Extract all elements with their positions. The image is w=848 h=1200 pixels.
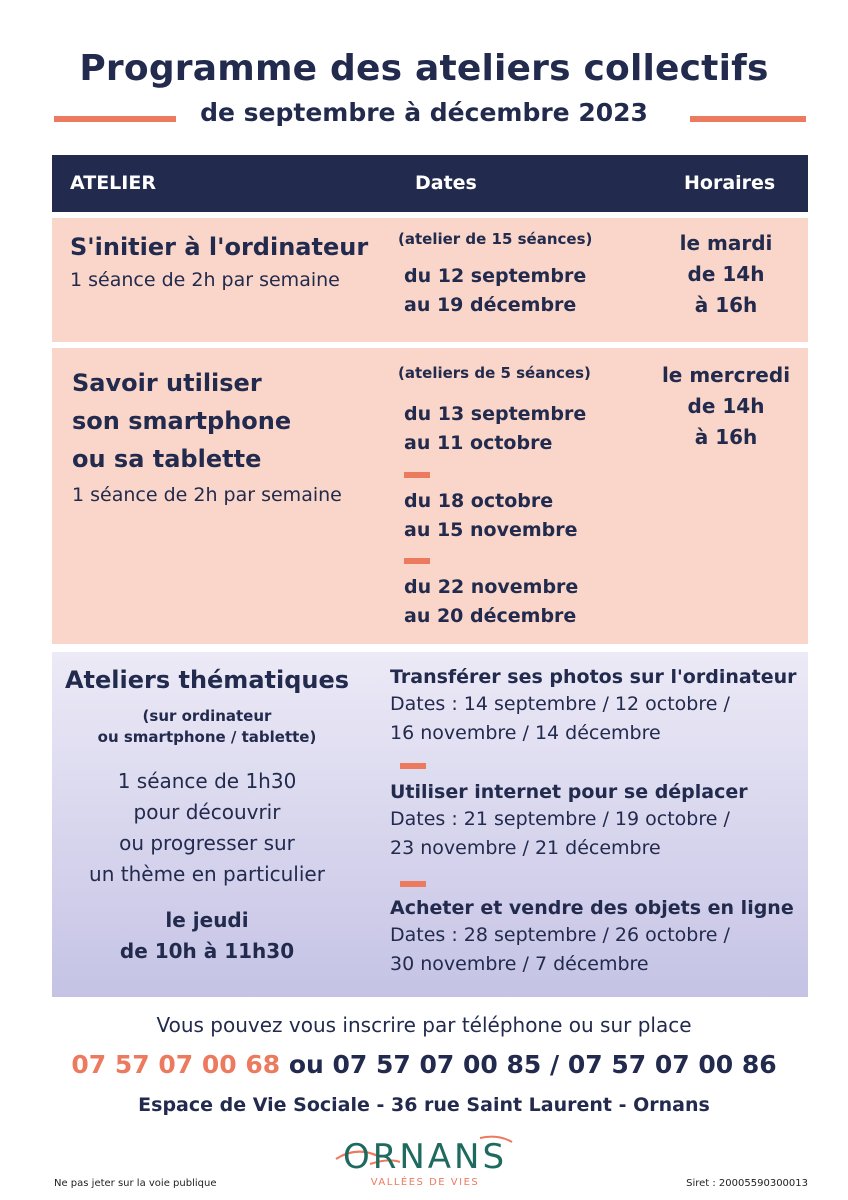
date-end: au 20 décembre — [404, 605, 577, 627]
theme-dates-line: 30 novembre / 7 décembre — [390, 953, 649, 975]
description-line: 1 séance de 1h30 — [117, 769, 297, 793]
registration-info: Vous pouvez vous inscrire par téléphone ou sur place — [156, 1013, 692, 1037]
description-line: pour découvrir — [133, 800, 281, 824]
atelier-description — [52, 766, 362, 890]
separator-dash — [400, 763, 426, 769]
page-title: Programme des ateliers collectifs — [79, 48, 769, 89]
theme-dates-line: 23 novembre / 21 décembre — [390, 837, 661, 859]
schedule-hours: de 10h à 11h30 — [119, 939, 295, 963]
logo-wordmark: ORNANS — [342, 1137, 508, 1177]
atelier-subtitle: 1 séance de 2h par semaine — [70, 269, 340, 291]
phone-separator: / — [541, 1050, 568, 1079]
atelier-title: S'initier à l'ordinateur — [70, 233, 369, 261]
theme-title: Utiliser internet pour se déplacer — [390, 781, 748, 803]
table-row-thematiques — [52, 652, 808, 997]
date-range — [404, 262, 586, 320]
table-row-ordinateur — [52, 218, 808, 342]
date-end: au 11 octobre — [404, 432, 553, 454]
device-note — [52, 706, 362, 748]
atelier-title-line: son smartphone — [72, 407, 292, 435]
atelier-title: Ateliers thématiques — [64, 666, 350, 694]
device-note-line: (sur ordinateur — [142, 707, 272, 725]
subtitle-row — [0, 98, 848, 138]
atelier-title-line: ou sa tablette — [72, 445, 262, 473]
date-end: au 15 novembre — [404, 519, 578, 541]
date-end: au 19 décembre — [404, 294, 577, 316]
theme-dates — [390, 690, 802, 748]
page-subtitle: de septembre à décembre 2023 — [200, 98, 648, 127]
disposal-note: Ne pas jeter sur la voie publique — [54, 1178, 217, 1189]
schedule — [52, 905, 362, 967]
atelier-subtitle: 1 séance de 2h par semaine — [72, 484, 342, 506]
schedule-end: à 16h — [694, 293, 758, 317]
logo-graphic — [330, 1132, 520, 1194]
date-start: du 12 septembre — [404, 265, 587, 287]
theme-3 — [390, 897, 802, 979]
session-count-note: (ateliers de 5 séances) — [398, 364, 591, 382]
date-start: du 22 novembre — [404, 576, 579, 598]
phone-tertiary[interactable]: 07 57 07 00 86 — [567, 1050, 777, 1079]
phone-numbers — [0, 1050, 848, 1079]
atelier-title — [72, 364, 291, 478]
column-header-horaires: Horaires — [684, 172, 776, 194]
atelier-title-line: Savoir utiliser — [72, 369, 262, 397]
theme-title: Transférer ses photos sur l'ordinateur — [390, 666, 797, 688]
schedule-day: le jeudi — [165, 908, 249, 932]
table-row-smartphone — [52, 348, 808, 644]
phone-main[interactable]: 07 57 07 00 68 — [71, 1050, 281, 1079]
date-range-3 — [404, 573, 578, 631]
date-range-1 — [404, 400, 586, 458]
session-count-note: (atelier de 15 séances) — [398, 230, 593, 248]
date-range-2 — [404, 487, 578, 545]
description-line: ou progresser sur — [119, 831, 295, 855]
separator-dash — [404, 558, 430, 564]
phone-separator: ou — [280, 1050, 333, 1079]
theme-dates-line: Dates : 28 septembre / 26 octobre / — [390, 924, 730, 946]
logo-tagline: VALLÉES DE VIES — [370, 1177, 480, 1188]
phone-secondary[interactable]: 07 57 07 00 85 — [332, 1050, 542, 1079]
separator-dash — [400, 881, 426, 887]
theme-dates-line: Dates : 14 septembre / 12 octobre / — [390, 693, 730, 715]
subtitle-right-line — [690, 116, 806, 122]
column-header-dates: Dates — [415, 172, 477, 194]
date-start: du 18 octobre — [404, 490, 554, 512]
theme-title: Acheter et vendre des objets en ligne — [390, 897, 794, 919]
schedule-start: de 14h — [687, 394, 765, 418]
table-header — [52, 155, 808, 212]
theme-dates-line: 16 novembre / 14 décembre — [390, 722, 661, 744]
theme-1 — [390, 666, 802, 748]
schedule-day: le mercredi — [661, 363, 791, 387]
siret-number: Siret : 20005590300013 — [686, 1178, 808, 1189]
separator-dash — [404, 472, 430, 478]
theme-2 — [390, 781, 802, 863]
schedule — [652, 228, 800, 321]
schedule — [652, 360, 800, 453]
date-start: du 13 septembre — [404, 403, 587, 425]
schedule-end: à 16h — [694, 425, 758, 449]
schedule-day: le mardi — [679, 231, 773, 255]
description-line: un thème en particulier — [89, 862, 325, 886]
schedule-start: de 14h — [687, 262, 765, 286]
theme-dates — [390, 805, 802, 863]
column-header-atelier: ATELIER — [70, 172, 156, 194]
theme-dates-line: Dates : 21 septembre / 19 octobre / — [390, 808, 730, 830]
address: Espace de Vie Sociale - 36 rue Saint Laurent - Ornans — [138, 1094, 710, 1116]
theme-dates — [390, 921, 802, 979]
device-note-line: ou smartphone / tablette) — [97, 728, 317, 746]
ornans-logo — [330, 1132, 520, 1194]
